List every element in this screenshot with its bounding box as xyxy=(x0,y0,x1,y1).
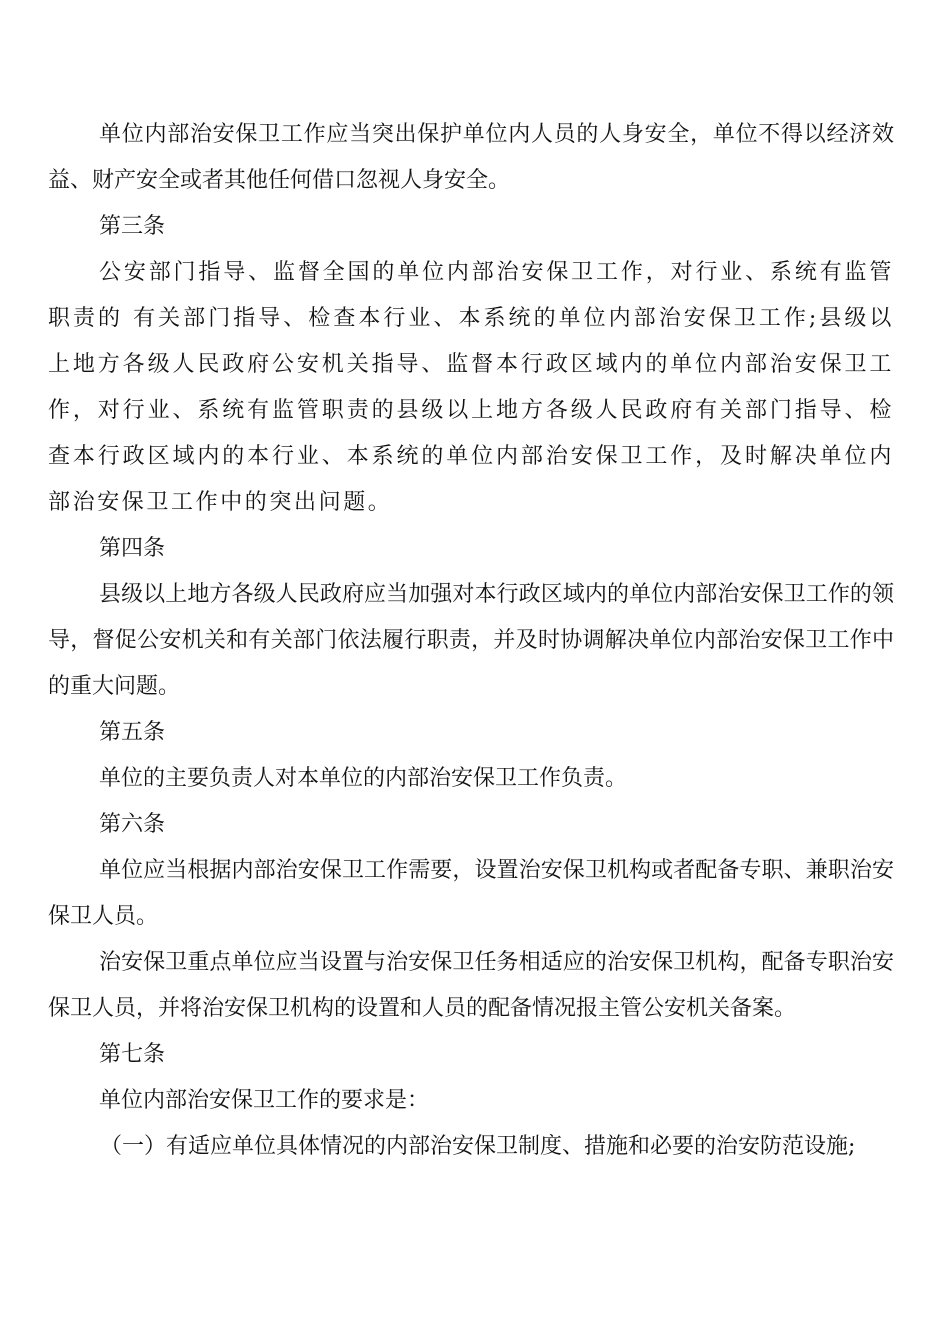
paragraph-article-5: 单位的主要负责人对本单位的内部治安保卫工作负责。 xyxy=(99,766,628,791)
paragraph-article-3: 公安部门指导、监督全国的单位内部治安保卫工作，对行业、系统有监管职责的 有关部门指导、检查本行业、本系统的单位内部治安保卫工作;县级以上地方各级人民政府公安机关指导、监督本行政区域内的单位内部治安保卫工作，对行业、系统有监管职责的县级以上地方各级人民政府有关部门指导、检查本行政区域内的本行业、本系统的单位内部治安保卫工作，及时解决单位内部治安保卫工作中的突出问题。 xyxy=(48,260,894,515)
paragraph-article-7-intro: 单位内部治安保卫工作的要求是： xyxy=(99,1088,430,1113)
paragraph-article-6-a: 单位应当根据内部治安保卫工作需要，设置治安保卫机构或者配备专职、兼职治安保卫人员。 xyxy=(48,858,894,929)
paragraph-article-6-b: 治安保卫重点单位应当设置与治安保卫任务相适应的治安保卫机构，配备专职治安保卫人员，并将治安保卫机构的设置和人员的配备情况报主管公安机关备案。 xyxy=(48,950,894,1021)
article-heading-7: 第七条 xyxy=(99,1042,166,1067)
paragraph-article-4: 县级以上地方各级人民政府应当加强对本行政区域内的单位内部治安保卫工作的领导，督促公安机关和有关部门依法履行职责，并及时协调解决单位内部治安保卫工作中的重大问题。 xyxy=(48,582,894,699)
list-item-1: （一）有适应单位具体情况的内部治安保卫制度、措施和必要的治安防范设施; xyxy=(100,1134,856,1159)
document-body xyxy=(48,112,894,1170)
article-heading-6: 第六条 xyxy=(99,812,166,837)
article-heading-3: 第三条 xyxy=(99,214,166,239)
article-heading-4: 第四条 xyxy=(99,536,166,561)
paragraph-personal-safety: 单位内部治安保卫工作应当突出保护单位内人员的人身安全，单位不得以经济效益、财产安全或者其他任何借口忽视人身安全。 xyxy=(48,122,894,193)
article-heading-5: 第五条 xyxy=(99,720,166,745)
